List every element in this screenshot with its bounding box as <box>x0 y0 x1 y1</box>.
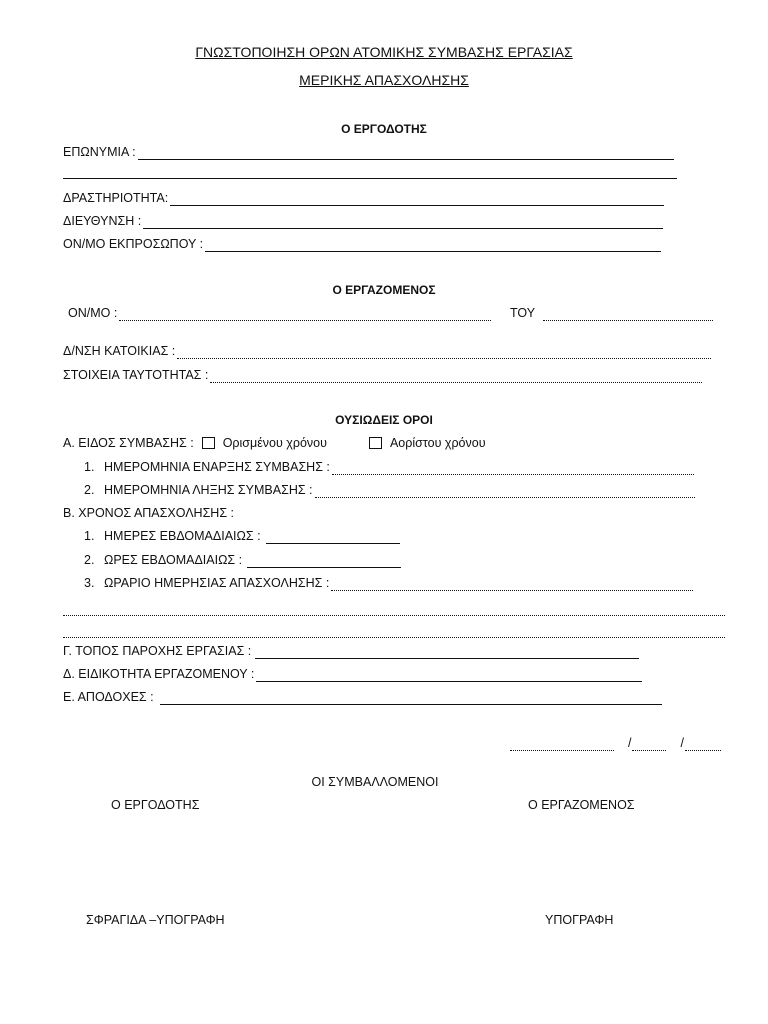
employer-name-label: ΕΠΩΝΥΜΙΑ : <box>63 145 136 159</box>
employer-activity-field[interactable] <box>170 193 664 206</box>
daily-schedule-label: ΩΡΑΡΙΟ ΗΜΕΡΗΣΙΑΣ ΑΠΑΣΧΟΛΗΣΗΣ : <box>104 576 330 590</box>
employer-heading: Ο ΕΡΓΟΔΟΤΗΣ <box>341 122 427 136</box>
indefinite-term-option-label: Αορίστου χρόνου <box>389 436 486 450</box>
end-date-field[interactable] <box>315 485 695 498</box>
employer-name-row <box>63 144 674 160</box>
employee-id-label: ΣΤΟΙΧΕΙΑ ΤΑΥΤΟΤΗΤΑΣ : <box>63 368 209 382</box>
employer-activity-row <box>63 190 664 206</box>
weekly-hours-field[interactable] <box>247 555 401 568</box>
daily-schedule-field[interactable] <box>331 578 693 591</box>
start-date-number: 1. <box>84 460 95 474</box>
employee-id-row <box>63 367 702 383</box>
employer-name-continuation-field[interactable] <box>63 166 677 179</box>
start-date-label: ΗΜΕΡΟΜΗΝΙΑ ΕΝΑΡΞΗΣ ΣΥΜΒΑΣΗΣ : <box>104 460 330 474</box>
employer-stamp-signature-label: ΣΦΡΑΓΙΔΑ –ΥΠΟΓΡΑΦΗ <box>86 913 225 927</box>
employer-address-label: ΔΙΕΥΘΥΝΣΗ : <box>63 214 142 228</box>
employee-name-label: ΟΝ/ΜΟ : <box>68 306 118 320</box>
document-title-line1: ΓΝΩΣΤΟΠΟΙΗΣΗ ΟΡΩΝ ΑΤΟΜΙΚΗΣ ΣΥΜΒΑΣΗΣ ΕΡΓΑΣΙΑΣ <box>195 44 573 60</box>
contract-type-label: Α. ΕΙΔΟΣ ΣΥΜΒΑΣΗΣ : <box>63 436 194 450</box>
date-separator-1: / <box>628 736 632 750</box>
weekly-hours-row <box>84 552 401 568</box>
salary-field[interactable] <box>160 692 662 705</box>
fixed-term-checkbox[interactable] <box>202 437 215 449</box>
specialty-field[interactable] <box>256 669 642 682</box>
date-separator-2: / <box>680 736 684 750</box>
end-date-number: 2. <box>84 483 95 497</box>
employer-address-row <box>63 213 663 229</box>
employee-father-label: ΤΟΥ <box>510 306 536 320</box>
weekly-days-label: ΗΜΕΡΕΣ ΕΒΔΟΜΑΔΙΑΙΩΣ : <box>104 529 261 543</box>
employee-residence-field[interactable] <box>177 346 711 359</box>
employer-activity-label: ΔΡΑΣΤΗΡΙΟΤΗΤΑ: <box>63 191 169 205</box>
employer-representative-row <box>63 236 661 252</box>
employee-residence-row <box>63 343 711 359</box>
end-date-label: ΗΜΕΡΟΜΗΝΙΑ ΛΗΞΗΣ ΣΥΜΒΑΣΗΣ : <box>104 483 313 497</box>
workplace-label: Γ. ΤΟΠΟΣ ΠΑΡΟΧΗΣ ΕΡΓΑΣΙΑΣ : <box>63 644 252 658</box>
weekly-days-field[interactable] <box>266 531 400 544</box>
salary-row <box>63 689 662 705</box>
employment-time-label: Β. ΧΡΟΝΟΣ ΑΠΑΣΧΟΛΗΣΗΣ : <box>63 506 235 520</box>
specialty-row <box>63 666 642 682</box>
employee-name-row <box>68 305 491 321</box>
schedule-continuation-row-1 <box>63 603 725 616</box>
employer-name-field[interactable] <box>138 147 674 160</box>
weekly-days-row <box>84 528 400 544</box>
terms-heading: ΟΥΣΙΩΔΕΙΣ ΟΡΟΙ <box>335 413 433 427</box>
employer-signature-heading: Ο ΕΡΓΟΔΟΤΗΣ <box>111 798 200 812</box>
end-date-row <box>84 482 695 498</box>
parties-heading: ΟΙ ΣΥΜΒΑΛΛΟΜΕΝΟΙ <box>311 775 439 789</box>
indefinite-term-checkbox[interactable] <box>369 437 382 449</box>
date-month-field[interactable] <box>632 738 666 751</box>
date-day-field[interactable] <box>510 738 614 751</box>
weekly-hours-number: 2. <box>84 553 95 567</box>
document-title-line2: ΜΕΡΙΚΗΣ ΑΠΑΣΧΟΛΗΣΗΣ <box>299 72 469 88</box>
daily-schedule-number: 3. <box>84 576 95 590</box>
employee-father-field[interactable] <box>543 308 713 321</box>
schedule-continuation-field-2[interactable] <box>63 625 725 638</box>
date-row <box>510 735 721 751</box>
schedule-continuation-row-2 <box>63 625 725 638</box>
employer-representative-field[interactable] <box>205 239 661 252</box>
employer-representative-label: ΟΝ/ΜΟ ΕΚΠΡΟΣΩΠΟΥ : <box>63 237 204 251</box>
workplace-row <box>63 643 639 659</box>
daily-schedule-row <box>84 575 693 591</box>
date-year-field[interactable] <box>685 738 721 751</box>
specialty-label: Δ. ΕΙΔΙΚΟΤΗΤΑ ΕΡΓΑΖΟΜΕΝΟΥ : <box>63 667 255 681</box>
contract-type-row <box>63 435 486 451</box>
employee-residence-label: Δ/ΝΣΗ ΚΑΤΟΙΚΙΑΣ : <box>63 344 176 358</box>
employee-signature-label: ΥΠΟΓΡΑΦΗ <box>545 913 614 927</box>
employee-father-row <box>510 305 713 321</box>
employer-address-field[interactable] <box>143 216 663 229</box>
start-date-field[interactable] <box>332 462 694 475</box>
weekly-days-number: 1. <box>84 529 95 543</box>
fixed-term-option-label: Ορισμένου χρόνου <box>222 436 327 450</box>
employee-signature-heading: Ο ΕΡΓΑΖΟΜΕΝΟΣ <box>528 798 635 812</box>
employer-name-continuation-row <box>63 166 677 179</box>
workplace-field[interactable] <box>255 646 639 659</box>
start-date-row <box>84 459 694 475</box>
employee-id-field[interactable] <box>210 370 702 383</box>
employee-name-field[interactable] <box>119 308 491 321</box>
employee-heading: Ο ΕΡΓΑΖΟΜΕΝΟΣ <box>332 283 436 297</box>
salary-label: Ε. ΑΠΟΔΟΧΕΣ : <box>63 690 154 704</box>
weekly-hours-label: ΩΡΕΣ ΕΒΔΟΜΑΔΙΑΙΩΣ : <box>104 553 243 567</box>
schedule-continuation-field-1[interactable] <box>63 603 725 616</box>
